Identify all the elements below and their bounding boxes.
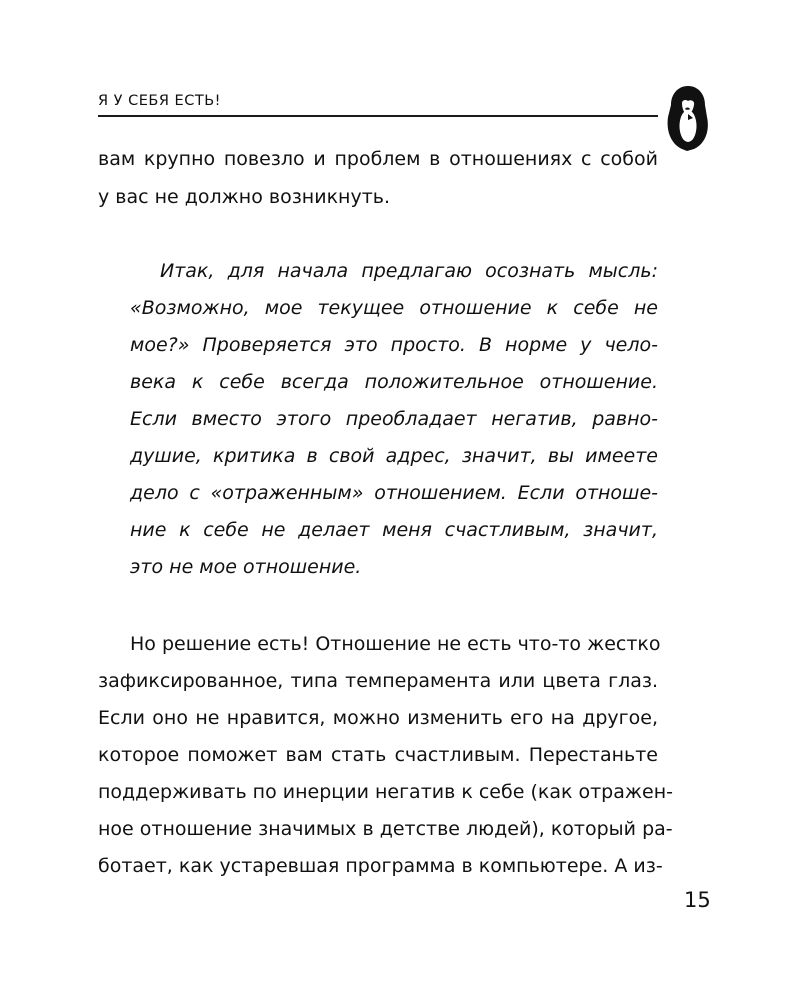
text-line: зафиксированное, типа темперамента или цвета глаз. <box>98 670 658 692</box>
text-line: «Возможно, мое текущее отношение к себе не <box>130 297 658 319</box>
text-line: Итак, для начала предлагаю осознать мысль: <box>160 260 658 282</box>
page-number: 15 <box>684 888 711 912</box>
header-rule <box>98 115 658 117</box>
text-line: ботает, как устаревшая программа в компьютере. А из- <box>98 855 663 877</box>
text-line: Если вместо этого преобладает негатив, равно- <box>130 408 658 430</box>
text-line: мое?» Проверяется это просто. В норме у чело- <box>130 334 658 356</box>
text-line: которое поможет вам стать счастливым. Перестаньте <box>98 744 658 766</box>
text-line: у вас не должно возникнуть. <box>98 186 391 208</box>
text-line: душие, критика в свой адрес, значит, вы имеете <box>130 445 658 467</box>
text-line: вам крупно повезло и проблем в отношениях с собой <box>98 148 658 170</box>
text-line: века к себе всегда положительное отношение. <box>130 371 658 393</box>
text-line: Но решение есть! Отношение не есть что-то жестко <box>130 633 661 655</box>
text-line: это не мое отношение. <box>130 556 362 578</box>
header-title: Я У СЕБЯ ЕСТЬ! <box>98 93 221 109</box>
penguin-icon <box>664 83 712 153</box>
text-line: ние к себе не делает меня счастливым, значит, <box>130 519 658 541</box>
text-line: ное отношение значимых в детстве людей), который ра- <box>98 818 673 840</box>
text-line: Если оно не нравится, можно изменить его на другое, <box>98 707 658 729</box>
text-line: дело с «отраженным» отношением. Если отноше- <box>130 482 658 504</box>
text-line: поддерживать по инерции негатив к себе (как отражен- <box>98 781 673 803</box>
